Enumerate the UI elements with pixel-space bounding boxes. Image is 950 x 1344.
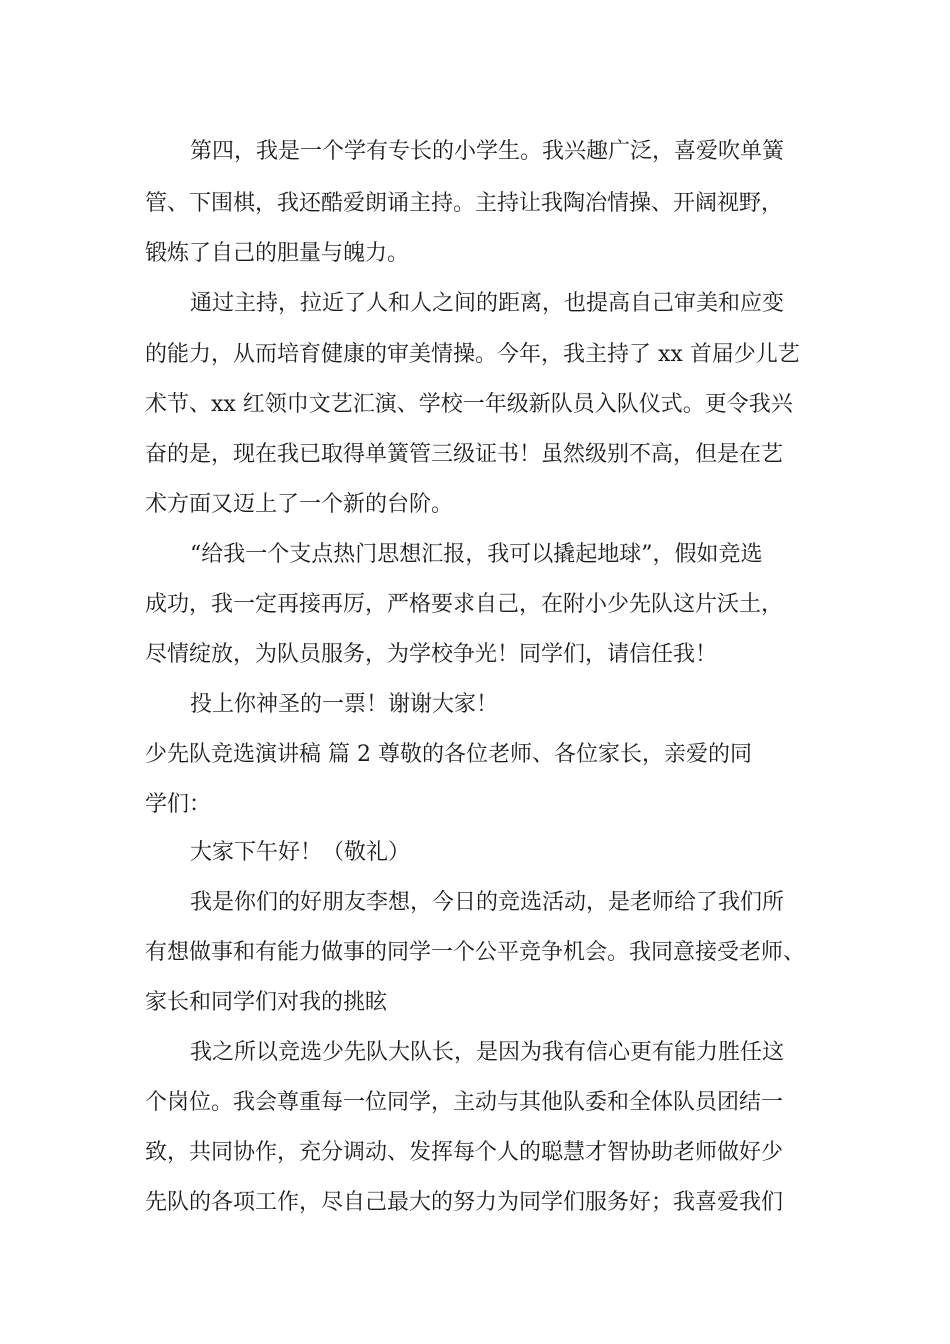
paragraph-line: 尽情绽放，为队员服务，为学校争光！同学们，请信任我！ [145,642,718,667]
paragraph-line: 有想做事和有能力做事的同学一个公平竞争机会。我同意接受老师、 [145,940,806,965]
paragraph-line: 术节、xx 红领巾文艺汇演、学校一年级新队员入队仪式。更令我兴 [145,392,793,417]
paragraph-line: 的能力，从而培育健康的审美情操。今年，我主持了 xx 首届少儿艺 [145,342,800,367]
paragraph-line: 先队的各项工作，尽自己最大的努力为同学们服务好；我喜爱我们 [145,1190,784,1215]
paragraph-line: 我之所以竞选少先队大队长，是因为我有信心更有能力胜任这 [190,1040,785,1065]
paragraph-line: 投上你神圣的一票！谢谢大家！ [190,692,499,717]
paragraph-line: 个岗位。我会尊重每一位同学，主动与其他队委和全体队员团结一 [145,1090,784,1115]
section-heading-line: 少先队竞选演讲稿 篇 2 尊敬的各位老师、各位家长，亲爱的同 [145,742,752,767]
paragraph-line: 管、下围棋，我还酷爱朗诵主持。主持让我陶冶情操、开阔视野， [145,191,784,216]
paragraph-line: 学们： [145,792,212,817]
paragraph-line: 锻炼了自己的胆量与魄力。 [145,241,410,266]
paragraph-line: 第四，我是一个学有专长的小学生。我兴趣广泛，喜爱吹单簧 [190,139,785,164]
paragraph-line: 术方面又迈上了一个新的台阶。 [145,492,454,517]
paragraph-line: 通过主持，拉近了人和人之间的距离，也提高自己审美和应变 [190,291,785,316]
paragraph-line: 我是你们的好朋友李想，今日的竞选活动，是老师给了我们所 [190,890,785,915]
paragraph-line: 成功，我一定再接再厉，严格要求自己，在附小少先队这片沃土， [145,592,784,617]
paragraph-line: 大家下午好！（敬礼） [190,840,411,865]
paragraph-line: 家长和同学们对我的挑眩 [145,990,388,1015]
paragraph-line: “给我一个支点热门思想汇报，我可以撬起地球”，假如竞选 [190,542,763,567]
paragraph-line: 致，共同协作，充分调动、发挥每个人的聪慧才智协助老师做好少 [145,1140,784,1165]
paragraph-line: 奋的是，现在我已取得单簧管三级证书！虽然级别不高，但是在艺 [145,442,784,467]
